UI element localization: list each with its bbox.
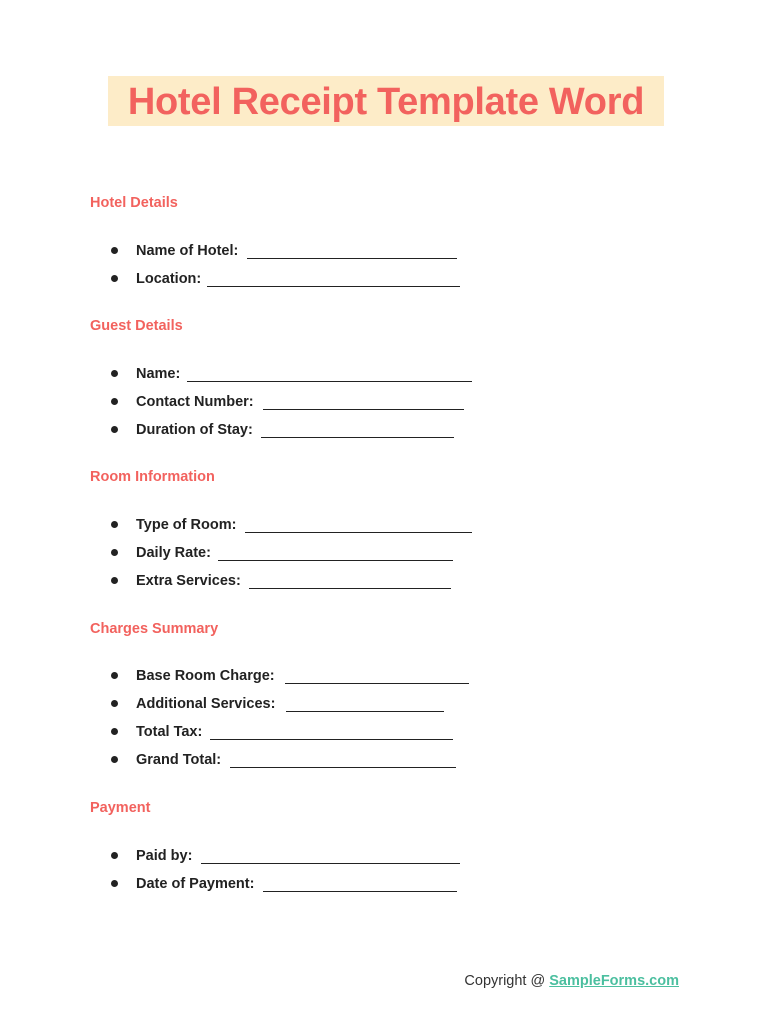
- bullet-icon: [111, 672, 118, 679]
- name-of-hotel-blank-line[interactable]: [247, 258, 457, 259]
- footer-copyright: [464, 973, 679, 989]
- field-label: Paid by:: [136, 848, 193, 864]
- section-heading-guest-details: Guest Details: [90, 318, 183, 334]
- paid-by-blank-line[interactable]: [201, 863, 460, 864]
- total-tax-blank-line[interactable]: [210, 739, 453, 740]
- bullet-icon: [111, 756, 118, 763]
- field-label: Name of Hotel:: [136, 243, 239, 259]
- page-title: Hotel Receipt Template Word: [127, 81, 645, 123]
- bullet-icon: [111, 398, 118, 405]
- type-of-room-blank-line[interactable]: [245, 532, 472, 533]
- additional-services-blank-line[interactable]: [286, 711, 444, 712]
- field-label: Grand Total:: [136, 752, 222, 768]
- section-heading-hotel-details: Hotel Details: [90, 195, 178, 211]
- field-label: Contact Number:: [136, 394, 254, 410]
- field-label: Daily Rate:: [136, 545, 211, 561]
- field-label: Name:: [136, 366, 181, 382]
- bullet-icon: [111, 521, 118, 528]
- section-heading-charges-summary: Charges Summary: [90, 621, 219, 637]
- field-label: Extra Services:: [136, 573, 241, 589]
- sampleforms-link[interactable]: SampleForms.com: [549, 973, 679, 989]
- bullet-icon: [111, 549, 118, 556]
- section-heading-payment: Payment: [90, 800, 151, 816]
- field-label: Location:: [136, 271, 202, 287]
- copyright-text: Copyright @: [464, 973, 546, 989]
- field-label: Additional Services:: [136, 696, 276, 712]
- bullet-icon: [111, 370, 118, 377]
- bullet-icon: [111, 247, 118, 254]
- bullet-icon: [111, 880, 118, 887]
- contact-number-blank-line[interactable]: [263, 409, 464, 410]
- extra-services-blank-line[interactable]: [249, 588, 451, 589]
- daily-rate-blank-line[interactable]: [218, 560, 453, 561]
- bullet-icon: [111, 577, 118, 584]
- field-label: Base Room Charge:: [136, 668, 275, 684]
- bullet-icon: [111, 275, 118, 282]
- section-heading-room-information: Room Information: [90, 469, 215, 485]
- field-label: Type of Room:: [136, 517, 237, 533]
- field-label: Duration of Stay:: [136, 422, 253, 438]
- bullet-icon: [111, 728, 118, 735]
- bullet-icon: [111, 852, 118, 859]
- grand-total-blank-line[interactable]: [230, 767, 456, 768]
- title-highlight: [108, 76, 664, 126]
- date-of-payment-blank-line[interactable]: [263, 891, 457, 892]
- field-label: Total Tax:: [136, 724, 203, 740]
- bullet-icon: [111, 700, 118, 707]
- name-blank-line[interactable]: [187, 381, 472, 382]
- duration-of-stay-blank-line[interactable]: [261, 437, 454, 438]
- bullet-icon: [111, 426, 118, 433]
- base-room-charge-blank-line[interactable]: [285, 683, 469, 684]
- location-blank-line[interactable]: [207, 286, 460, 287]
- field-label: Date of Payment:: [136, 876, 255, 892]
